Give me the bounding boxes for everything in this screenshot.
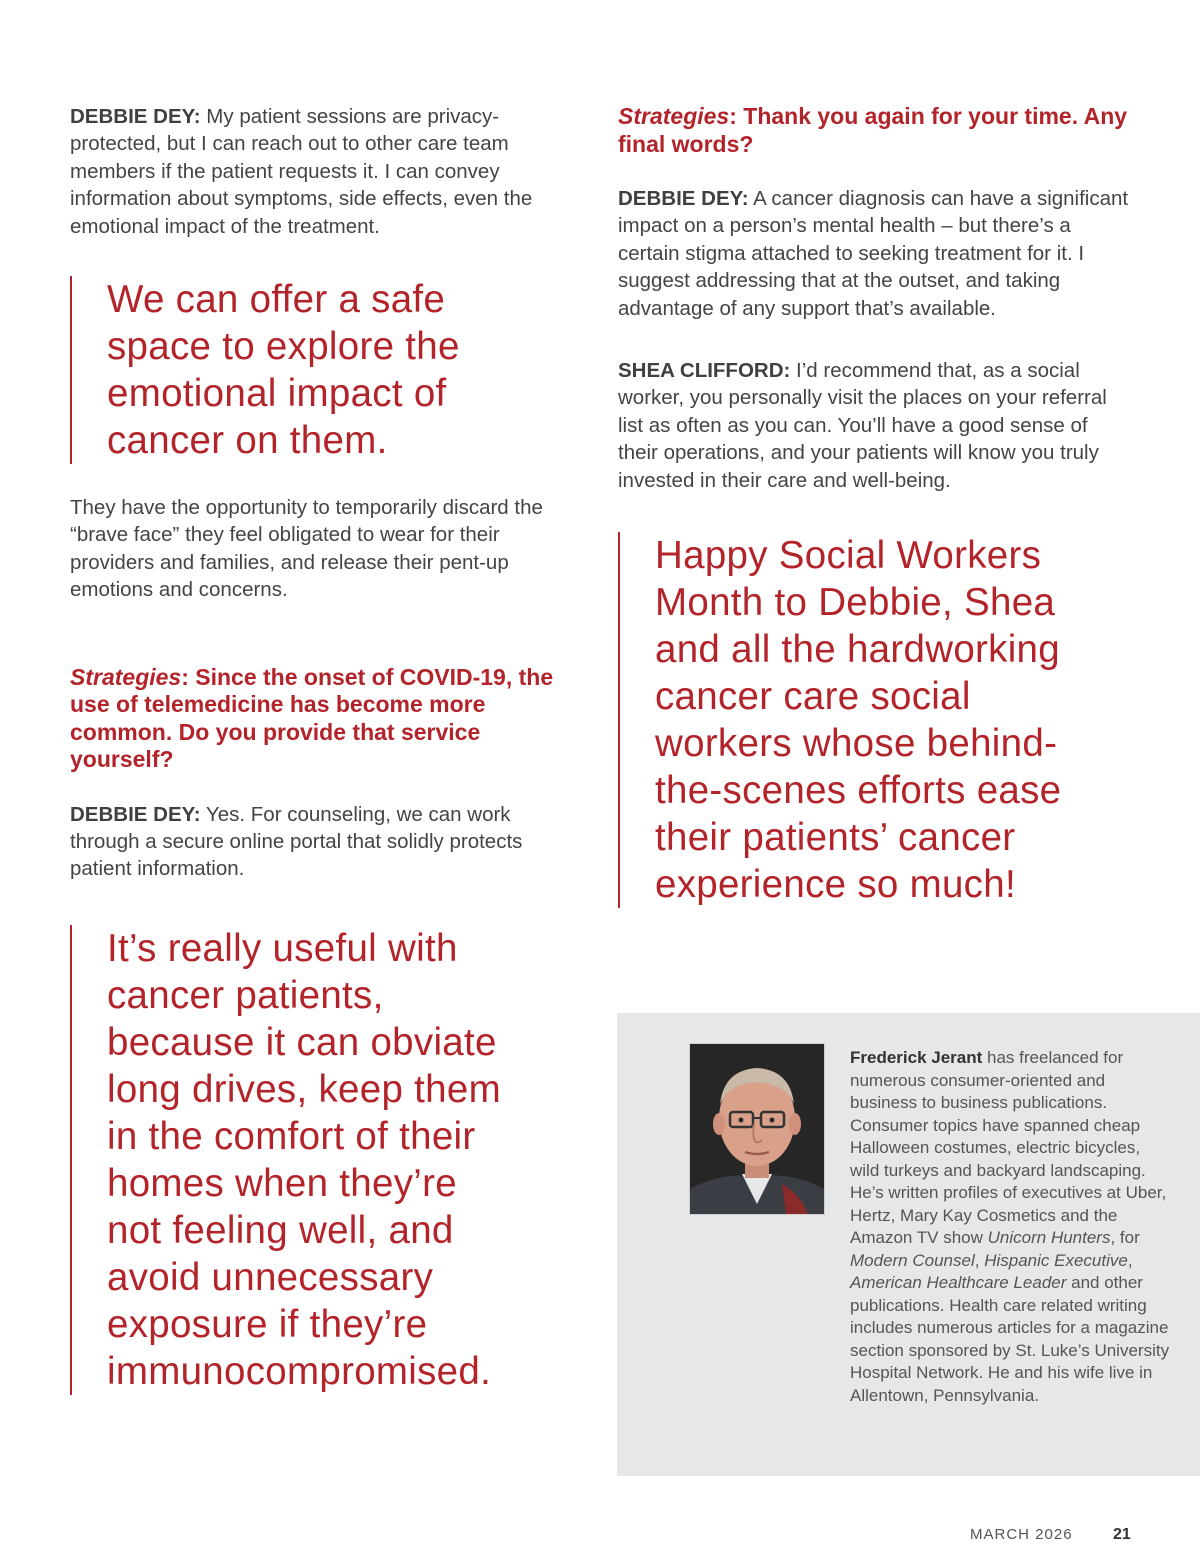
answer-paragraph	[618, 185, 1133, 322]
speaker-name: SHEA CLIFFORD:	[618, 359, 791, 383]
bio-text: and other publications. Health care related writing includes numerous articles for a magazine section sponsored by St. Luke’s University Hospital Network. He and his wife live in Allentown, Pennsylvania.	[850, 1273, 1170, 1405]
answer-paragraph	[618, 357, 1133, 494]
body-paragraph: They have the opportunity to temporarily discard the “brave face” they feel obligated to wear for their providers and families, and release their pent-up emotions and concerns.	[70, 496, 543, 602]
question-text: : Since the onset of COVID-19, the use of telemedicine has become more common. Do you provide that service yourself?	[70, 663, 554, 773]
answer-text: A cancer diagnosis can have a significant impact on a person’s mental health – but there’s a certain stigma attached to seeking treatment for it. I suggest addressing that at the outset, and taking advantage of any support that’s available.	[618, 187, 1129, 320]
bio-title: Unicorn Hunters	[987, 1228, 1111, 1247]
speaker-name: DEBBIE DEY:	[618, 187, 749, 210]
quote-line: because it can obviate	[107, 1020, 497, 1064]
pull-quote	[70, 276, 585, 464]
quote-line: and all the hardworking	[655, 628, 1060, 672]
quote-line: space to explore the	[107, 325, 460, 369]
quote-line: cancer patients,	[107, 973, 384, 1017]
quote-line: Happy Social Workers	[655, 534, 1042, 578]
quote-line: immunocompromised.	[107, 1349, 492, 1393]
quote-line: emotional impact of	[107, 372, 447, 416]
author-portrait-illustration	[690, 1044, 824, 1214]
quote-line: cancer care social	[655, 675, 971, 719]
bio-text: , for	[1110, 1228, 1140, 1247]
quote-line: We can offer a safe	[107, 278, 446, 322]
bio-title: Modern Counsel	[850, 1250, 975, 1270]
bio-title: Hispanic Executive	[984, 1250, 1128, 1270]
author-name: Frederick Jerant	[850, 1048, 983, 1067]
author-photo	[689, 1043, 825, 1215]
quote-line: not feeling well, and	[107, 1208, 454, 1252]
quote-line: Month to Debbie, Shea	[655, 581, 1056, 625]
answer-paragraph	[70, 801, 585, 883]
quote-line: exposure if they’re	[107, 1302, 428, 1346]
quote-line: experience so much!	[655, 863, 1016, 907]
question-text: : Thank you again for your time. Any final words?	[618, 103, 1128, 157]
magazine-name: Strategies	[618, 103, 730, 129]
quote-line: in the comfort of their	[107, 1114, 476, 1158]
quote-line: workers whose behind-	[655, 722, 1058, 766]
interview-question	[70, 664, 585, 774]
quote-line: their patients’ cancer	[655, 816, 1016, 860]
answer-paragraph	[70, 103, 585, 240]
answer-text: Yes. For counseling, we can work through a secure online portal that solidly protects patient information.	[70, 802, 523, 881]
magazine-name: Strategies	[70, 663, 182, 690]
answer-text: My patient sessions are privacy-protected, but I can reach out to other care team members if the patient requests it. I can convey information about symptoms, side effects, even the emotional impact of the treatment.	[70, 105, 533, 238]
quote-line: the-scenes efforts ease	[655, 769, 1062, 813]
quote-line: long drives, keep them	[107, 1067, 501, 1111]
interview-question	[618, 103, 1133, 158]
right-column	[618, 103, 1133, 908]
bio-text: ,	[974, 1250, 985, 1270]
bio-text: has freelanced for numerous consumer-oriented and business to business publications. Consumer topics have spanned cheap Halloween costumes, electric bicycles, wild turkeys and backyard landscaping. He’s written profiles of executives at Uber, Hertz, Mary Kay Cosmetics and the Amazon TV show	[850, 1048, 1167, 1247]
quote-line: homes when they’re	[107, 1161, 457, 1205]
bio-title: American Healthcare Leader	[850, 1273, 1067, 1292]
left-column	[70, 103, 585, 1395]
speaker-name: DEBBIE DEY:	[70, 802, 201, 826]
pull-quote	[618, 532, 1133, 908]
answer-text: I’d recommend that, as a social worker, you personally visit the places on your referral list as often as you can. You’ll have a good sense of their operations, and your patients will know you truly invested in their care and well-being.	[618, 359, 1107, 492]
page-number: 21	[1113, 1526, 1131, 1543]
bio-text: ,	[1127, 1250, 1133, 1270]
speaker-name: DEBBIE DEY:	[70, 105, 201, 128]
author-bio	[850, 1047, 1170, 1407]
issue-date: MARCH 2026	[970, 1526, 1073, 1543]
quote-line: cancer on them.	[107, 419, 388, 463]
quote-line: It’s really useful with	[107, 926, 458, 970]
pull-quote	[70, 925, 585, 1395]
quote-line: avoid unnecessary	[107, 1255, 434, 1299]
